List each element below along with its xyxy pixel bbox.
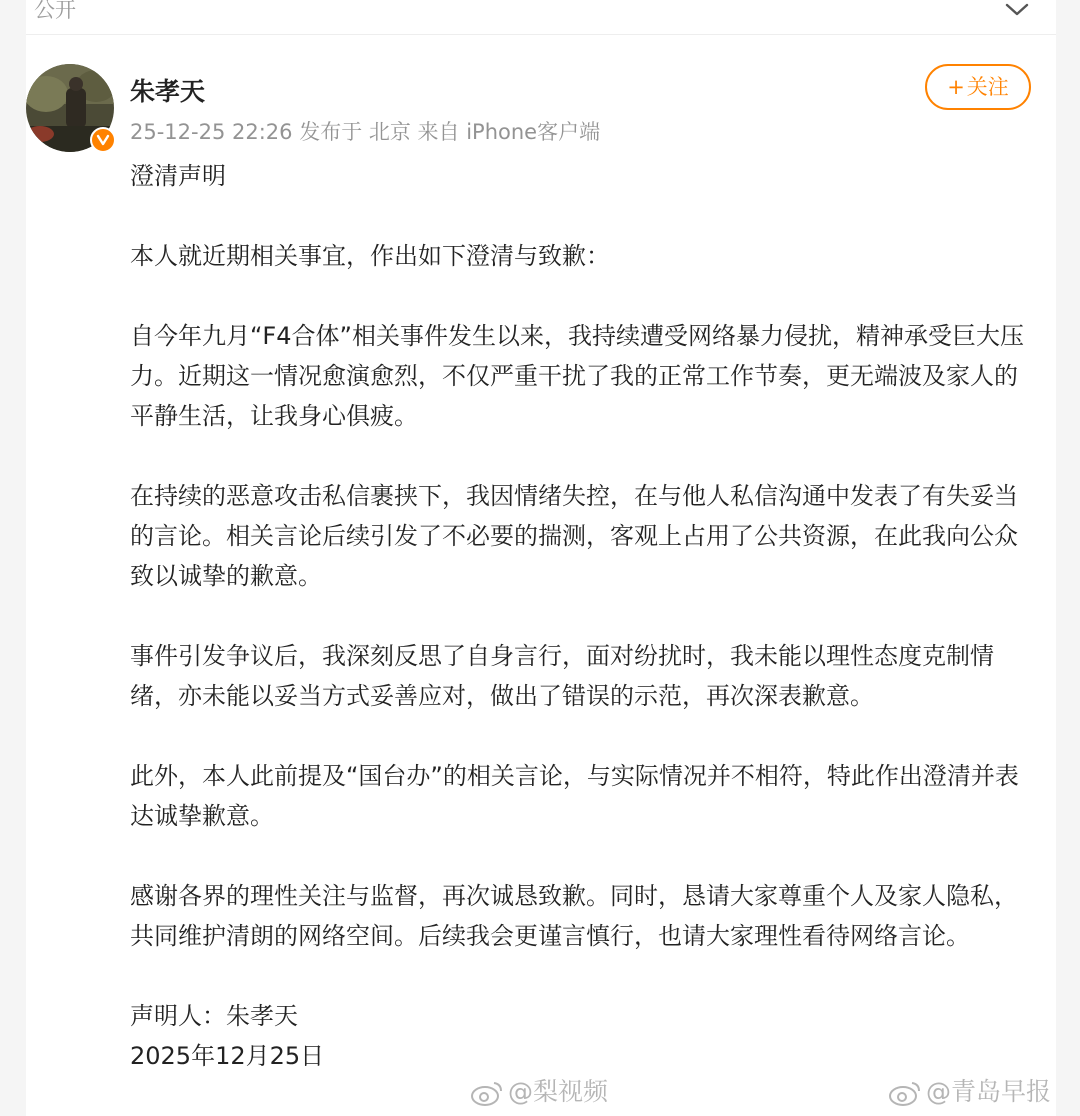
post-paragraph: 感谢各界的理性关注与监督，再次诚恳致歉。同时，恳请大家尊重个人及家人隐私，共同维护清朗的网络空间。后续我会更谨言慎行，也请大家理性看待网络言论。 — [130, 882, 1018, 950]
post-body — [130, 156, 1030, 1076]
post-paragraph: 澄清声明 — [130, 162, 226, 190]
author-name[interactable]: 朱孝天 — [130, 77, 206, 106]
post-paragraph: 事件引发争议后，我深刻反思了自身言行，面对纷扰时，我未能以理性态度克制情绪，亦未能以妥当方式妥善应对，做出了错误的示范，再次深表歉意。 — [130, 642, 994, 710]
watermark-text: @梨视频 — [508, 1077, 609, 1106]
post-paragraph: 自今年九月“F4合体”相关事件发生以来，我持续遭受网络暴力侵扰，精神承受巨大压力。近期这一情况愈演愈烈，不仅严重干扰了我的正常工作节奏，更无端波及家人的平静生活，让我身心俱疲。 — [130, 322, 1024, 430]
follow-button[interactable] — [925, 64, 1031, 110]
post-paragraph: 此外，本人此前提及“国台办”的相关言论，与实际情况并不相符，特此作出澄清并表达诚挚歉意。 — [130, 762, 1019, 830]
post-card — [26, 0, 1056, 1116]
verified-badge-icon — [90, 127, 116, 153]
watermark — [888, 1072, 1051, 1108]
watermark — [470, 1072, 608, 1108]
signature: 声明人：朱孝天 2025年12月25日 — [130, 1002, 325, 1070]
chevron-down-icon[interactable] — [1004, 0, 1030, 20]
visibility-label: 公开 — [34, 0, 76, 22]
post-paragraph: 在持续的恶意攻击私信裹挟下，我因情绪失控，在与他人私信沟通中发表了有失妥当的言论。相关言论后续引发了不必要的揣测，客观上占用了公共资源，在此我向公众致以诚挚的歉意。 — [130, 482, 1018, 590]
post-paragraph: 本人就近期相关事宜，作出如下澄清与致歉： — [130, 242, 610, 270]
weibo-logo-icon — [888, 1079, 922, 1107]
follow-label: 关注 — [966, 75, 1009, 99]
weibo-logo-icon — [470, 1079, 504, 1107]
plus-icon: + — [947, 75, 965, 99]
watermark-text: @青岛早报 — [926, 1077, 1052, 1106]
visibility-bar — [26, 0, 1056, 35]
post-meta: 25-12-25 22:26 发布于 北京 来自 iPhone客户端 — [130, 120, 601, 144]
